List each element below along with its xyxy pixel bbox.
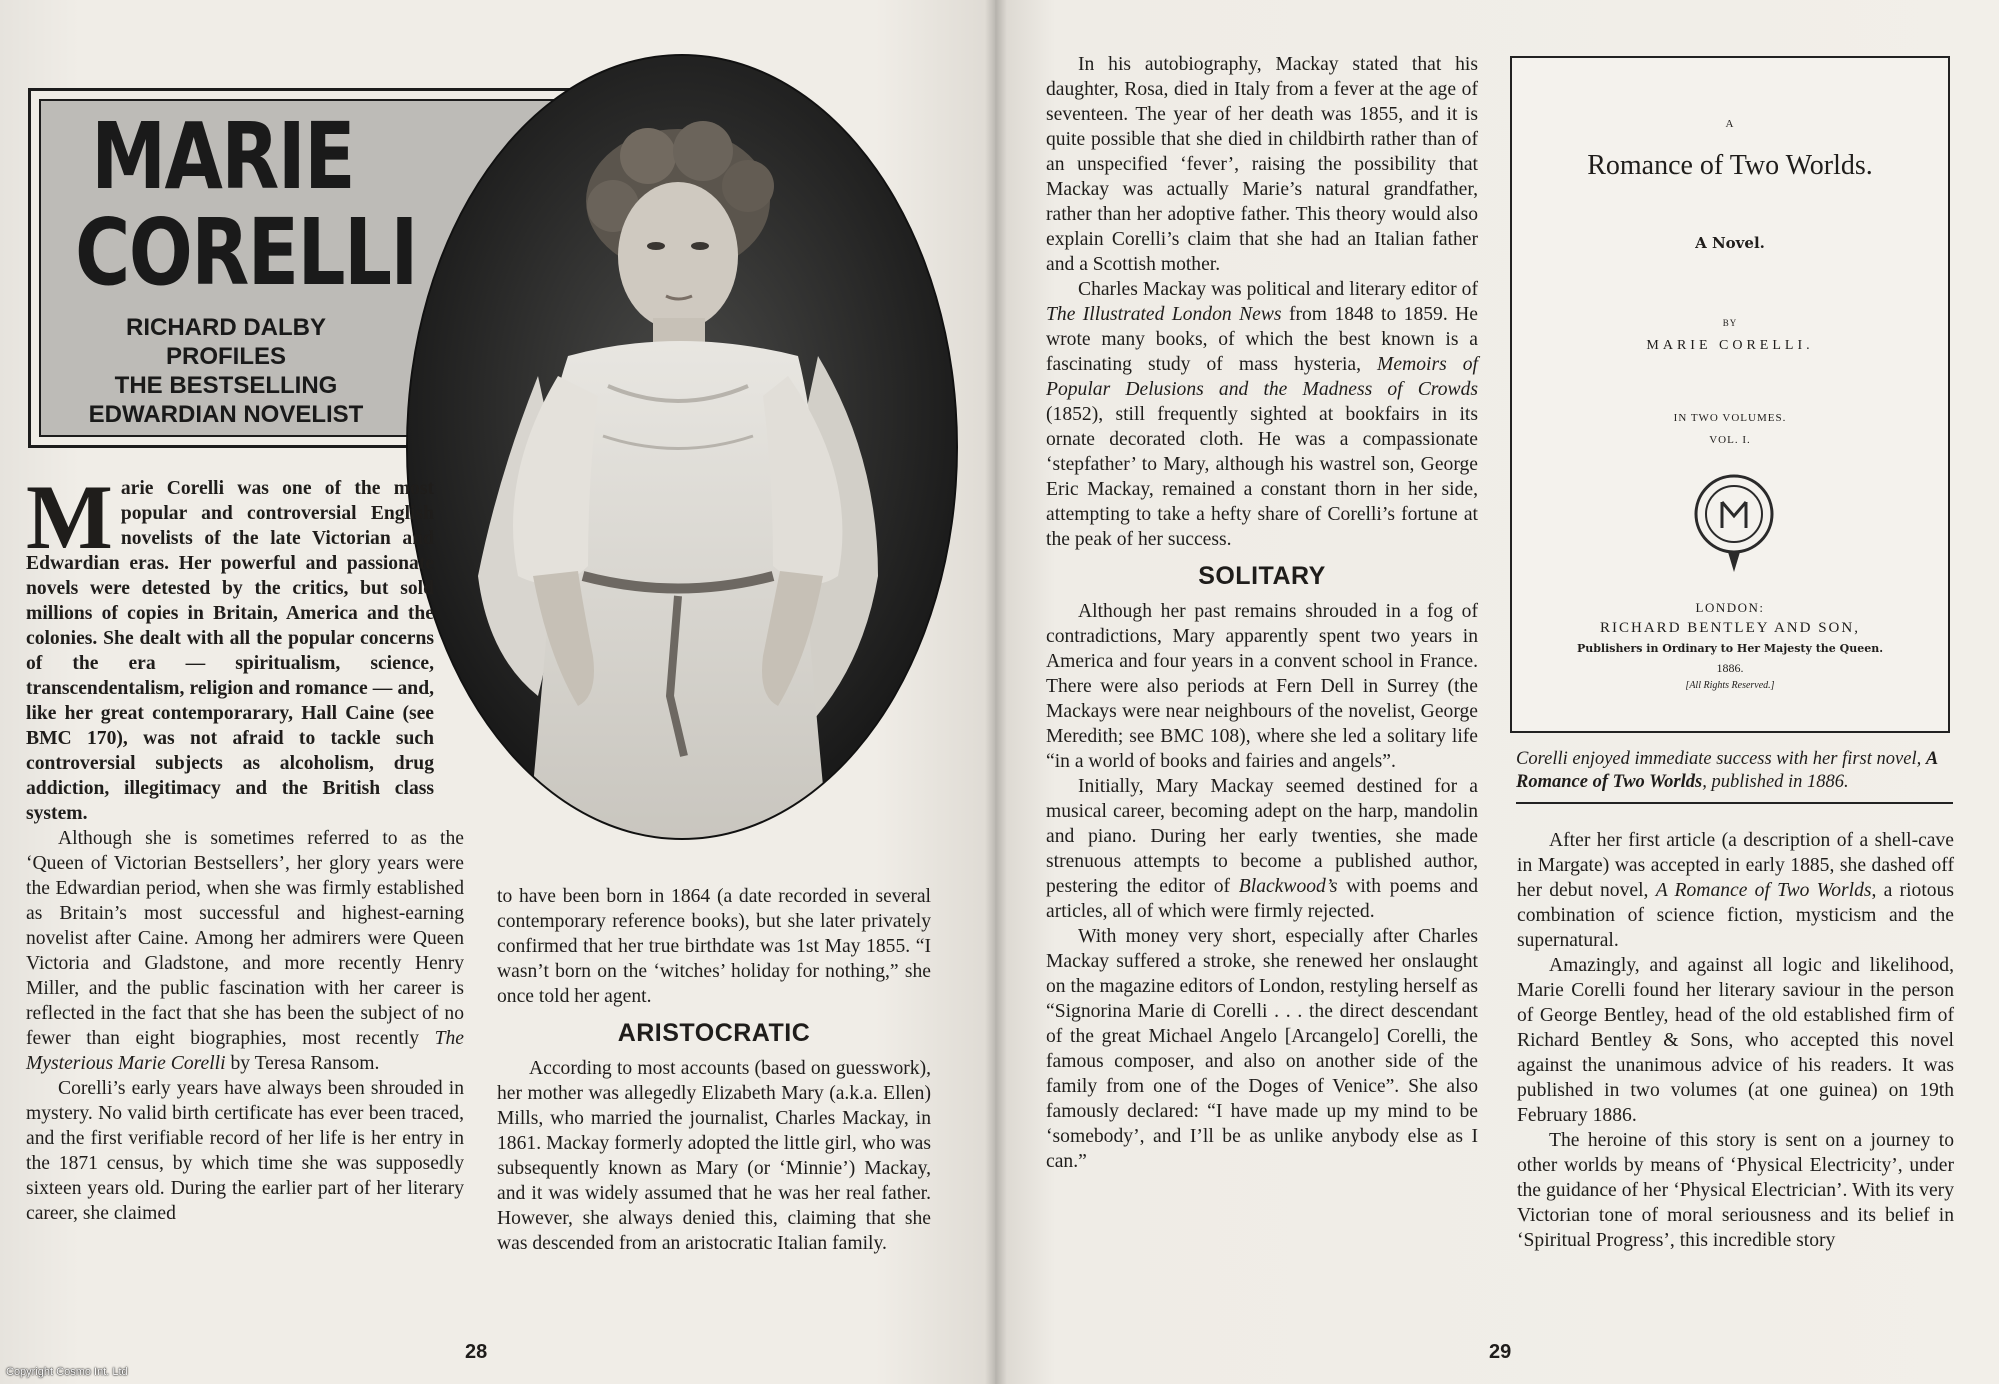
drop-cap: M <box>26 466 113 568</box>
copyright-watermark: Copyright Cosmo Int. Ltd <box>6 1366 128 1378</box>
magazine-ref: Blackwood’s <box>1238 876 1338 897</box>
article-subtitle <box>61 313 391 429</box>
body-paragraph <box>1046 277 1478 552</box>
book-year: 1886. <box>1716 661 1744 675</box>
intro-paragraph <box>26 466 464 826</box>
image-caption <box>1516 748 1953 804</box>
text-run: Initially, Mary Mackay seemed destined for a musical career, becoming adept on the harp, mandolin and piano. During her early twenties, she made strenuous attempts to become a published author, pestering the editor of <box>1046 776 1478 897</box>
page-gutter <box>985 0 1007 1384</box>
publisher-emblem-icon <box>1692 472 1776 576</box>
book-title: Romance of Two Worlds. <box>1587 150 1873 181</box>
body-paragraph: Amazingly, and against all logic and likelihood, Marie Corelli found her literary saviour in the person of George Bentley, head of the old established firm of Richard Bentley & Sons, who accepted this novel against the unanimous advice of his readers. It was published in two volumes (at one guinea) on 19th February 1886. <box>1517 955 1954 1126</box>
book-author: MARIE CORELLI. <box>1646 338 1814 353</box>
book-title-ref: Memoirs of Popular Delusions and the Madness of Crowds <box>1046 354 1478 400</box>
book-title-ref: The Mysterious Marie Corelli <box>26 1028 464 1074</box>
title-line-1: MARIE <box>91 103 355 210</box>
book-city: LONDON: <box>1695 600 1765 615</box>
text-run: Although she is sometimes referred to as the ‘Queen of Victorian Bestsellers’, her glory years were the Edwardian period, when she was firmly established as Britain’s most successful and highest-earning novelist after Caine. Among her admirers were Queen Victoria and Gladstone, and more recently Henry Miller, and the public fascination with her career is reflected in the fact that she has been the subject of no fewer than eight biographies, most recently <box>26 828 464 1049</box>
book-volume-number: VOL. I. <box>1709 434 1751 446</box>
book-subtitle: A Novel. <box>1695 234 1765 252</box>
body-paragraph <box>26 826 464 1076</box>
book-article: A <box>1725 118 1735 130</box>
section-heading: ARISTOCRATIC <box>617 1019 811 1047</box>
body-paragraph: With money very short, especially after Charles Mackay suffered a stroke, she renewed her onslaught on the magazine editors of London, restyling herself as “Signorina Marie di Corelli . . . the direct descendant of the great Michael Angelo [Arcangelo] Corelli, the famous composer, and also on another side of the family from one of the Doges of Venice”. She also famously declared: “I have made up my mind to be ‘somebody’, and I’ll be as unlike anybody else as I can.” <box>1046 926 1478 1172</box>
text-run: Charles Mackay was political and literary editor of <box>1078 279 1478 300</box>
text-run: Corelli enjoyed immediate success with her first novel, <box>1516 749 1926 769</box>
column-3 <box>1046 52 1478 1174</box>
text-run: from 1848 to 1859. He wrote many books, of which the best known is a fascinating study of mass hysteria, <box>1046 304 1478 375</box>
caption-book-title: A Romance of Two Worlds <box>1516 749 1938 792</box>
subtitle-line: EDWARDIAN NOVELIST <box>88 401 364 428</box>
text-run: , published in 1886. <box>1702 772 1849 792</box>
book-publisher: RICHARD BENTLEY AND SON, <box>1600 620 1860 636</box>
book-title-page <box>1510 56 1950 733</box>
column-2 <box>497 884 931 1256</box>
title-line-2: CORELLI <box>75 199 417 306</box>
book-title-ref: A Romance of Two Worlds <box>1655 880 1872 901</box>
text-run: , a riotous combination of science fiction, mysticism and the supernatural. <box>1517 880 1954 951</box>
body-paragraph: In his autobiography, Mackay stated that his daughter, Rosa, died in Italy from a fever at the age of seventeen. The year of her death was 1855, and it is quite possible that she died in childbirth rather than of an unspecified ‘fever’, raising the possibility that Mackay was actually Marie’s natural grandfather, rather than her adoptive father. This theory would also explain Corelli’s claim that she had an Italian father and a Scottish mother. <box>1046 54 1478 275</box>
publication-ref: The Illustrated London News <box>1046 304 1282 325</box>
text-run: with poems and articles, all of which were firmly rejected. <box>1046 876 1478 922</box>
subtitle-line: RICHARD DALBY <box>126 314 326 341</box>
text-run: by Teresa Ransom. <box>225 1053 380 1074</box>
section-heading: SOLITARY <box>1198 562 1326 590</box>
book-by: BY <box>1722 318 1738 328</box>
body-paragraph: Although her past remains shrouded in a fog of contradictions, Mary apparently spent two years in America and four years in a convent school in France. There were also periods at Fern Dell in Surrey (the Mackays were near neighbours of the novelist, George Meredith; see BMC 108), where she led a solitary life “in a world of books and fairies and angels”. <box>1046 601 1478 772</box>
text-run: After her first article (a description of a shell-cave in Margate) was accepted in early 1885, she dashed off her debut novel, <box>1517 830 1954 901</box>
body-paragraph: According to most accounts (based on guesswork), her mother was allegedly Elizabeth Mary (a.k.a. Ellen) Mills, who married the journalist, Charles Mackay, in 1861. Mackay formerly adopted the little girl, who was subsequently known as Mary (or ‘Minnie’) Mackay, and it was widely assumed that he was her real father. However, she always denied this, claiming that she was descended from an aristocratic Italian family. <box>497 1058 931 1254</box>
page-number-left: 28 <box>465 1341 488 1363</box>
subtitle-line: PROFILES <box>165 343 286 370</box>
subtitle-line: THE BESTSELLING <box>114 372 338 399</box>
book-rights: [All Rights Reserved.] <box>1685 680 1775 691</box>
body-paragraph <box>1517 828 1954 953</box>
body-paragraph: Corelli’s early years have always been shrouded in mystery. No valid birth certificate has ever been traced, and the first verifiable record of her life is her entry in the 1871 census, by which time she was supposedly sixteen years old. During the earlier part of her literary career, she claimed <box>26 1078 464 1224</box>
portrait-illustration <box>408 56 956 838</box>
book-volumes: IN TWO VOLUMES. <box>1673 412 1787 424</box>
body-paragraph: The heroine of this story is sent on a journey to other worlds by means of ‘Physical Electricity’, under the guidance of her ‘Physical Electrician’. With its very Victorian tone of moral seriousness and its belief in ‘Spiritual Progress’, this incredible story <box>1517 1130 1954 1251</box>
column-4 <box>1517 828 1954 1253</box>
body-paragraph: to have been born in 1864 (a date recorded in several contemporary reference books), but she later privately confirmed that her true birthdate was 1st May 1855. “I wasn’t born on the ‘witches’ holiday for nothing,” she once told her agent. <box>497 886 931 1007</box>
column-1 <box>26 466 464 1226</box>
portrait-photo <box>406 54 958 840</box>
article-title <box>75 103 417 306</box>
page-number-right: 29 <box>1489 1341 1512 1363</box>
body-paragraph <box>1046 774 1478 924</box>
book-publisher-note: Publishers in Ordinary to Her Majesty the Queen. <box>1576 642 1884 655</box>
text-run: (1852), still frequently sighted at bookfairs in its ornate decorated cloth. He was a compassionate ‘stepfather’ to Mary, although his wastrel son, George Eric Mackay, remained a constant thorn in her side, attempting to take a hefty share of Corelli’s fortune at the peak of her success. <box>1046 404 1478 550</box>
intro-text: arie Corelli was one of the most popular and controversial English novelists of the late Victorian and Edwardian eras. Her powerful and passionate novels were detested by the critics, but sold millions of copies in Britain, America and the colonies. She dealt with all the popular concerns of the era — spiritualism, science, transcendentalism, religion and romance — and, like her great contemporarary, Hall Caine (see BMC 170), was not afraid to tackle such controversial subjects as alcoholism, drug addiction, illegitimacy and the British class system. <box>26 478 434 824</box>
